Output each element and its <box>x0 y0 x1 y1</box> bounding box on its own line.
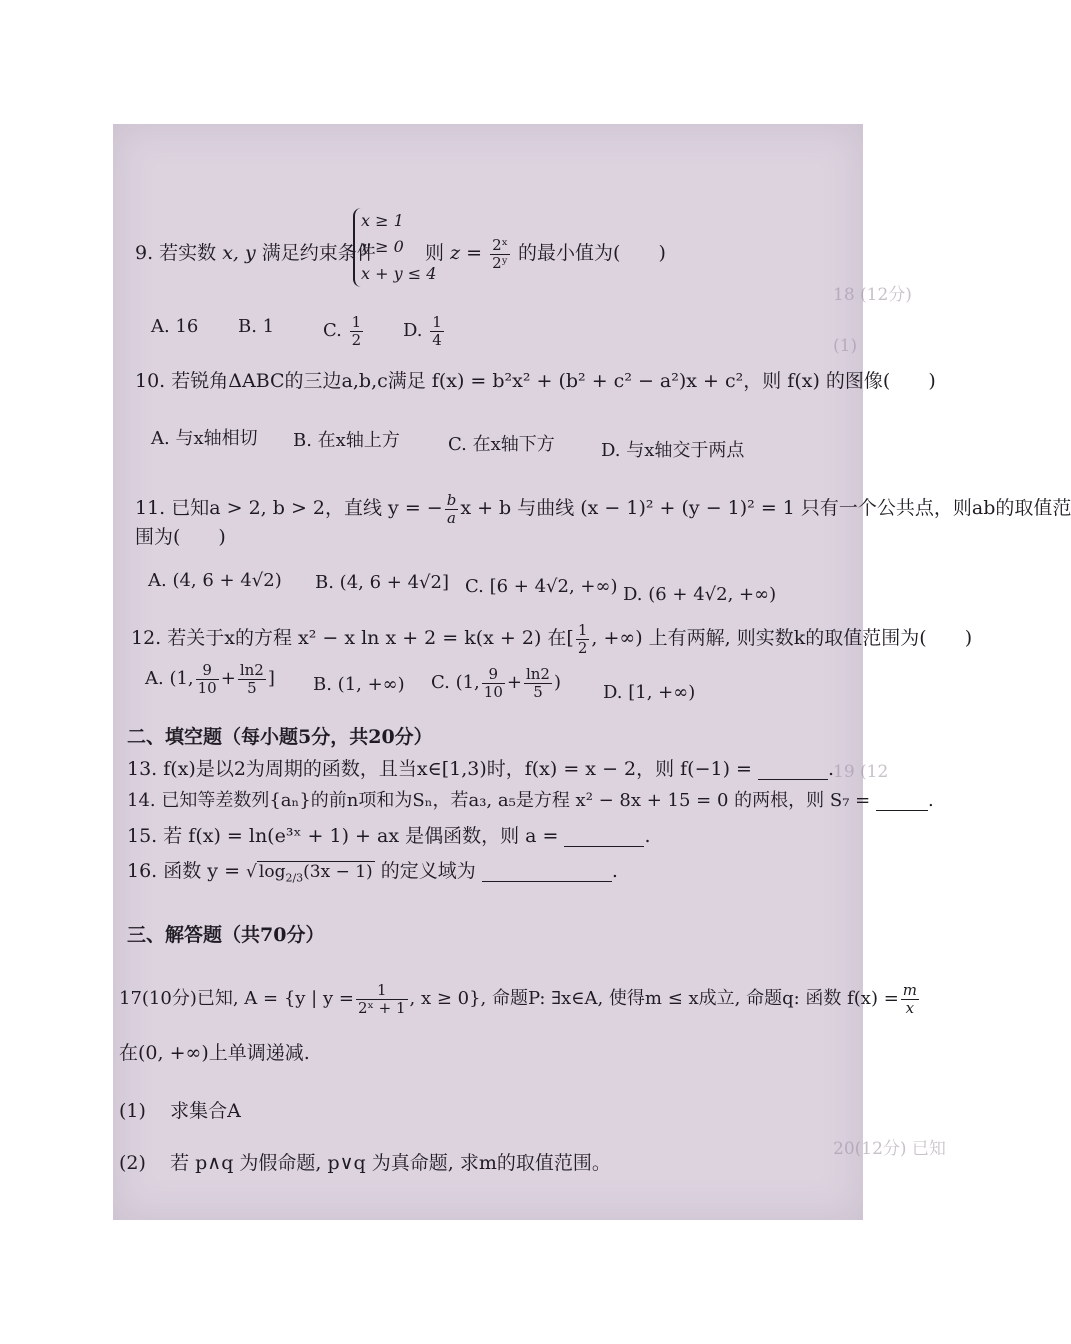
q17-stem-a: 17(10分)已知, A = {y | y = <box>119 988 354 1009</box>
q17-fraction-f: $\frac{m}{x}$ <box>902 981 918 1017</box>
q12-stem-a: 12. 若关于x的方程 x² − x ln x + 2 = k(x + 2) 在[ <box>131 627 574 649</box>
exam-sheet <box>113 124 1071 1220</box>
q9-prefix: 9. 若实数 <box>135 242 217 264</box>
q10-stem: 10. 若锐角ΔABC的三边a,b,c满足 f(x) = b²x² + (b² + c² − a²)x + c²，则 f(x) 的图像( ) <box>135 370 936 392</box>
q17-part-2: (2) 若 p∧q 为假命题, p∨q 为真命题, 求m的取值范围。 <box>119 1152 611 1174</box>
constraint: y ≥ 0 <box>361 237 404 257</box>
answer-blank[interactable] <box>564 827 644 847</box>
q11-stem-b: x + b 与曲线 (x − 1)² + (y − 1)² = 1 只有一个公共点，则ab的取值范 <box>460 497 1071 519</box>
option-b: B. (4, 6 + 4√2] <box>315 572 449 593</box>
q9-mid: 满足约束条件 <box>261 242 376 264</box>
option-c: C. (1, $\frac{9}{10}$ + $\frac{\ln 2}{5}$ ) <box>431 665 562 701</box>
option-d: D. (6 + 4√2, +∞) <box>623 584 777 605</box>
q9-z: z = <box>450 242 483 264</box>
option-d: D. $\frac{1}{4}$ <box>403 313 442 349</box>
bleed-text: (1) <box>833 336 858 356</box>
q11-fraction: $\frac{b}{a}$ <box>446 491 457 527</box>
section-heading-solutions: 三、解答题（共70分） <box>127 924 325 946</box>
constraint: x + y ≤ 4 <box>361 263 437 283</box>
q9-vars: x, y <box>222 242 256 264</box>
q12-stem-b: , +∞) 上有两解, 则实数k的取值范围为( ) <box>591 627 973 649</box>
constraint: x ≥ 1 <box>361 211 404 230</box>
option-b: B. 1 <box>238 316 275 337</box>
constraint-system <box>353 208 436 287</box>
option-a: A. (4, 6 + 4√2) <box>148 570 282 591</box>
option-c: C. [6 + 4√2, +∞) <box>465 576 618 597</box>
bleed-text: 20(12分) 已知 <box>833 1139 946 1159</box>
question-15: 15. 若 f(x) = ln(e³ˣ + 1) + ax 是偶函数，则 a = . <box>127 825 651 847</box>
answer-blank[interactable] <box>876 792 928 811</box>
option-b: B. (1, +∞) <box>313 674 405 695</box>
bleed-text: 19 (12 <box>833 762 889 782</box>
option-a: A. (1, $\frac{9}{10}$ + $\frac{\ln 2}{5}$ ] <box>145 661 275 697</box>
q17-part-1: (1) 求集合A <box>119 1100 241 1122</box>
question-14: 14. 已知等差数列{aₙ}的前n项和为Sₙ，若a₃, a₅是方程 x² − 8x + 15 = 0 的两根，则 S₇ = . <box>127 790 934 811</box>
q11-stem-a: 11. 已知a > 2, b > 2，直线 y = − <box>135 497 443 519</box>
section-heading-fill-in: 二、填空题（每小题5分，共20分） <box>127 726 433 748</box>
q9-then: 则 <box>425 242 445 264</box>
option-c: C. 在x轴下方 <box>448 434 555 455</box>
option-a: A. 16 <box>151 316 199 337</box>
bleed-text: 18 (12分) <box>833 285 912 305</box>
q17-stem-c: 在(0, +∞)上单调递减. <box>119 1042 310 1064</box>
option-c: C. $\frac{1}{2}$ <box>323 313 362 349</box>
answer-blank[interactable] <box>482 862 612 882</box>
option-b: B. 在x轴上方 <box>293 430 400 451</box>
q17-fraction: $\frac{1}{\text{2ˣ + 1}}$ <box>357 981 406 1017</box>
question-13: 13. f(x)是以2为周期的函数，且当x∈[1,3)时，f(x) = x − 2，则 f(−1) = . <box>127 758 835 780</box>
option-a: A. 与x轴相切 <box>151 428 258 449</box>
question-16: 16. 函数 y = √ $\log_{2/3}(3x - 1)$ 的定义域为 . <box>127 860 618 885</box>
q17-stem-b: , x ≥ 0}, 命题P: ∃x∈A, 使得m ≤ x成立, 命题q: 函数 f(x) = <box>409 988 899 1009</box>
q9-fraction: $\frac{\text{2ˣ}}{\text{2ʸ}}$ <box>492 236 508 272</box>
q9-tail: 的最小值为( ) <box>518 242 666 264</box>
answer-blank[interactable] <box>758 760 828 780</box>
q12-fraction: $\frac{1}{2}$ <box>577 621 588 657</box>
option-d: D. 与x轴交于两点 <box>601 440 745 461</box>
q11-stem-c: 围为( ) <box>135 526 226 548</box>
option-d: D. [1, +∞) <box>603 682 696 703</box>
